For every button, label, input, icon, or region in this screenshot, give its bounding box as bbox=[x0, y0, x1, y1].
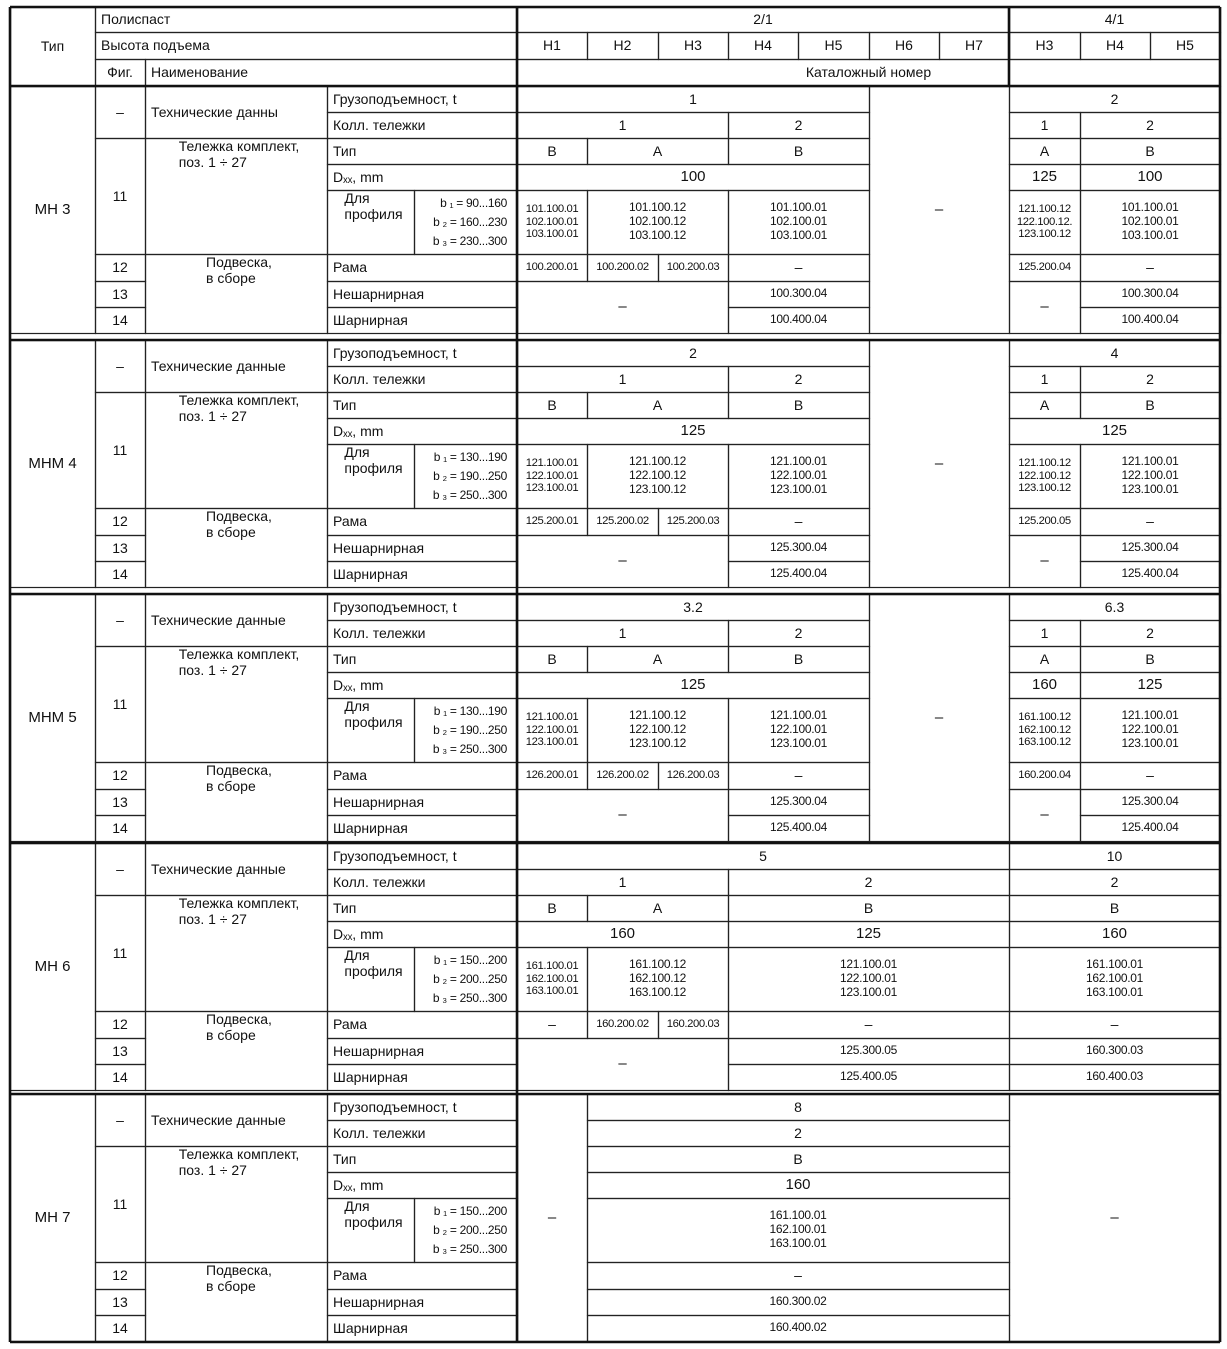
frame-catalog-number: 125.200.04 bbox=[1018, 261, 1071, 273]
figure-number: 13 bbox=[112, 1293, 128, 1310]
trolley-count-label: Колл. тележки bbox=[333, 1124, 426, 1141]
figure-number: 14 bbox=[112, 311, 128, 328]
profile-width-range: b ₂ = 200...250 bbox=[433, 1222, 507, 1237]
trolley-kind-value: A bbox=[1039, 142, 1050, 159]
trolley-set-label: Тележка комплект, поз. 1 ÷ 27 bbox=[178, 895, 300, 928]
hinged-catalog-number: 100.400.04 bbox=[1121, 312, 1179, 327]
trolley-kind-value: B bbox=[793, 142, 804, 159]
figure-number: – bbox=[116, 860, 124, 877]
empty-dash: – bbox=[618, 298, 627, 316]
diameter-value: 125 bbox=[1137, 676, 1163, 694]
trolley-set-label: Тележка комплект, поз. 1 ÷ 27 bbox=[178, 392, 300, 425]
trolley-kind-value: B bbox=[547, 650, 557, 667]
figure-number: 14 bbox=[112, 565, 128, 582]
row-type-label: MH 7 bbox=[34, 1208, 71, 1226]
non-hinged-catalog-number: 125.300.04 bbox=[769, 540, 828, 555]
lift-height-header: H5 bbox=[824, 37, 843, 54]
catalog-number-value: 121.100.01 122.100.01 123.100.01 bbox=[525, 456, 579, 495]
lift-height-header: H4 bbox=[754, 37, 772, 54]
profile-width-range: b ₃ = 230...300 bbox=[432, 233, 507, 248]
trolley-count-value: 2 bbox=[794, 624, 803, 641]
frame-catalog-number: 126.200.03 bbox=[666, 769, 720, 781]
diameter-value: 100 bbox=[680, 168, 706, 186]
hinged-label: Шарнирная bbox=[333, 565, 408, 582]
figure-number: 12 bbox=[112, 1267, 128, 1284]
frame-catalog-number: – bbox=[1146, 513, 1154, 530]
non-hinged-catalog-number: 125.300.05 bbox=[839, 1043, 898, 1058]
catalog-number-value: 101.100.12 102.100.12 103.100.12 bbox=[628, 200, 687, 242]
trolley-count-value: 1 bbox=[618, 116, 627, 133]
figure-number: 12 bbox=[112, 767, 128, 784]
hinged-catalog-number: 160.400.03 bbox=[1085, 1069, 1144, 1084]
trolley-kind-value: B bbox=[547, 396, 557, 413]
figure-number: 11 bbox=[112, 441, 128, 458]
diameter-label: Dₓₓ, mm bbox=[333, 422, 384, 439]
suspension-label: Подвеска, в сборе bbox=[206, 762, 272, 795]
profile-width-range: b ₁ = 130...190 bbox=[433, 449, 507, 464]
for-profile-label: Для профиля bbox=[344, 190, 403, 223]
diameter-value: 160 bbox=[1031, 676, 1058, 694]
non-hinged-catalog-number: 100.300.04 bbox=[1121, 286, 1179, 301]
hinged-label: Шарнирная bbox=[333, 1068, 408, 1085]
hinged-label: Шарнирная bbox=[333, 311, 408, 328]
trolley-kind-value: B bbox=[793, 396, 804, 413]
diameter-value: 160 bbox=[1101, 925, 1128, 943]
non-hinged-catalog-number: 100.300.04 bbox=[769, 286, 828, 301]
frame-catalog-number: 100.200.03 bbox=[666, 261, 720, 273]
trolley-count-label: Колл. тележки bbox=[333, 873, 426, 890]
trolley-set-label: Тележка комплект, поз. 1 ÷ 27 bbox=[178, 1146, 300, 1179]
suspension-label: Подвеска, в сборе bbox=[206, 1011, 272, 1044]
frame-catalog-number: 100.200.01 bbox=[525, 261, 579, 273]
frame-label: Рама bbox=[333, 1267, 368, 1284]
diameter-value: 125 bbox=[1101, 422, 1128, 440]
diameter-value: 160 bbox=[609, 925, 636, 943]
catalog-number-value: 121.100.01 122.100.01 123.100.01 bbox=[1121, 454, 1179, 496]
trolley-kind-value: A bbox=[652, 650, 663, 667]
profile-width-range: b ₃ = 250...300 bbox=[432, 990, 507, 1005]
suspension-label: Подвеска, в сборе bbox=[206, 1262, 272, 1295]
trolley-kind-value: B bbox=[1145, 142, 1155, 159]
capacity-label: Грузоподъемност, t bbox=[333, 90, 457, 107]
trolley-kind-value: A bbox=[652, 396, 663, 413]
lift-height-header: H7 bbox=[965, 37, 983, 54]
trolley-count-value: 1 bbox=[618, 370, 627, 387]
empty-dash: – bbox=[618, 552, 627, 570]
frame-catalog-number: 125.200.02 bbox=[596, 515, 649, 527]
figure-number: 13 bbox=[112, 793, 128, 810]
catalog-number-value: 161.100.01 162.100.01 163.100.01 bbox=[769, 1208, 827, 1250]
non-hinged-catalog-number: 160.300.03 bbox=[1085, 1043, 1144, 1058]
capacity-value: 4 bbox=[1110, 344, 1119, 361]
trolley-count-value: 1 bbox=[1040, 624, 1049, 641]
frame-label: Рама bbox=[333, 1016, 368, 1033]
trolley-count-value: 1 bbox=[618, 624, 627, 641]
profile-width-range: b ₁ = 90...160 bbox=[440, 195, 507, 210]
figure-number: 13 bbox=[112, 1042, 128, 1059]
figure-number: – bbox=[116, 103, 124, 120]
catalog-number-value: 121.100.12 122.100.12 123.100.12 bbox=[628, 454, 687, 496]
diameter-value: 125 bbox=[680, 422, 706, 440]
suspension-label: Подвеска, в сборе bbox=[206, 508, 272, 541]
frame-label: Рама bbox=[333, 767, 368, 784]
trolley-kind-value: A bbox=[652, 142, 663, 159]
figure-number: 12 bbox=[112, 1016, 128, 1033]
non-hinged-label: Нешарнирная bbox=[333, 1042, 425, 1059]
kind-label: Тип bbox=[333, 142, 357, 159]
profile-width-range: b ₂ = 160...230 bbox=[433, 214, 507, 229]
figure-number: 11 bbox=[112, 187, 128, 204]
row-type-label: MH 6 bbox=[34, 957, 71, 975]
suspension-label: Подвеска, в сборе bbox=[206, 254, 272, 287]
trolley-count-value: 2 bbox=[794, 370, 803, 387]
profile-width-range: b ₂ = 200...250 bbox=[433, 971, 507, 986]
for-profile-label: Для профиля bbox=[344, 947, 403, 980]
trolley-count-label: Колл. тележки bbox=[333, 370, 426, 387]
trolley-kind-value: B bbox=[793, 650, 804, 667]
lift-height-header: H2 bbox=[613, 37, 632, 54]
column-header-type: Тип bbox=[40, 38, 65, 55]
for-profile-label: Для профиля bbox=[344, 444, 403, 477]
catalog-number-value: 121.100.01 122.100.01 123.100.01 bbox=[769, 708, 828, 750]
lift-height-header: H1 bbox=[543, 37, 561, 54]
frame-catalog-number: 125.200.03 bbox=[666, 515, 720, 527]
trolley-kind-value: B bbox=[1145, 396, 1155, 413]
trolley-count-label: Колл. тележки bbox=[333, 624, 426, 641]
lift-height-header: H6 bbox=[895, 37, 913, 54]
figure-number: 13 bbox=[112, 539, 128, 556]
figure-number: – bbox=[116, 611, 124, 628]
frame-catalog-number: – bbox=[1146, 767, 1154, 784]
lift-height-header: H4 bbox=[1106, 37, 1124, 54]
catalog-number-value: 121.100.01 122.100.01 123.100.01 bbox=[839, 957, 898, 999]
trolley-kind-value: A bbox=[1039, 396, 1050, 413]
trolley-count-value: 2 bbox=[794, 1124, 802, 1141]
frame-catalog-number: – bbox=[548, 1016, 556, 1033]
profile-width-range: b ₁ = 130...190 bbox=[433, 703, 507, 718]
frame-catalog-number: 160.200.02 bbox=[596, 1018, 649, 1030]
figure-number: – bbox=[116, 1111, 124, 1128]
frame-catalog-number: 126.200.02 bbox=[596, 769, 649, 781]
frame-catalog-number: – bbox=[794, 513, 803, 530]
catalog-number-value: 121.100.01 122.100.01 123.100.01 bbox=[525, 710, 579, 749]
profile-width-range: b ₃ = 250...300 bbox=[432, 1241, 507, 1256]
capacity-value: 3.2 bbox=[683, 598, 703, 615]
catalog-number-header: Каталожный номер bbox=[805, 64, 932, 81]
technical-data-label: Технические данные bbox=[151, 860, 286, 877]
trolley-count-label: Колл. тележки bbox=[333, 116, 426, 133]
empty-dash: – bbox=[934, 708, 944, 726]
diameter-value: 100 bbox=[1137, 168, 1163, 186]
trolley-kind-value: B bbox=[1145, 650, 1155, 667]
technical-data-label: Технические данные bbox=[151, 357, 286, 374]
technical-data-label: Технические данные bbox=[151, 611, 286, 628]
trolley-kind-value: B bbox=[547, 142, 557, 159]
figure-number: 12 bbox=[112, 513, 128, 530]
pulley-ratio-2-1: 2/1 bbox=[753, 11, 773, 28]
catalog-number-value: 121.100.01 122.100.01 123.100.01 bbox=[769, 454, 828, 496]
catalog-number-value: 121.100.01 122.100.01 123.100.01 bbox=[1121, 708, 1179, 750]
lift-height-header: H3 bbox=[684, 37, 702, 54]
figure-number: 11 bbox=[112, 944, 128, 961]
frame-catalog-number: 125.200.05 bbox=[1018, 515, 1071, 527]
hinged-catalog-number: 125.400.04 bbox=[769, 820, 828, 835]
empty-dash: – bbox=[1040, 806, 1049, 824]
diameter-value: 160 bbox=[785, 1176, 811, 1194]
diameter-label: Dₓₓ, mm bbox=[333, 168, 384, 185]
non-hinged-label: Нешарнирная bbox=[333, 1293, 425, 1310]
non-hinged-catalog-number: 125.300.04 bbox=[1121, 540, 1179, 555]
catalog-number-value: 101.100.01 102.100.01 103.100.01 bbox=[1121, 200, 1179, 242]
catalog-number-value: 121.100.12 122.100.12 123.100.12 bbox=[628, 708, 687, 750]
column-header-name: Наименование bbox=[151, 64, 249, 81]
catalog-number-value: 161.100.12 162.100.12 163.100.12 bbox=[1018, 710, 1071, 749]
row-type-label: MHM 5 bbox=[28, 708, 77, 726]
capacity-value: 5 bbox=[759, 847, 767, 864]
empty-dash: – bbox=[1040, 298, 1049, 316]
non-hinged-catalog-number: 125.300.04 bbox=[1121, 794, 1179, 809]
frame-catalog-number: – bbox=[1110, 1016, 1119, 1033]
figure-number: 13 bbox=[112, 285, 128, 302]
diameter-value: 125 bbox=[680, 676, 706, 694]
frame-label: Рама bbox=[333, 259, 368, 276]
capacity-value: 6.3 bbox=[1104, 598, 1125, 615]
frame-catalog-number: – bbox=[794, 1267, 802, 1284]
empty-dash: – bbox=[618, 1055, 627, 1073]
catalog-number-value: 121.100.12 122.100.12. 123.100.12 bbox=[1016, 202, 1073, 241]
frame-catalog-number: 100.200.02 bbox=[596, 261, 649, 273]
figure-number: 14 bbox=[112, 819, 128, 836]
lift-height-header: H3 bbox=[1035, 37, 1054, 54]
frame-catalog-number: – bbox=[1146, 259, 1154, 276]
trolley-count-value: 2 bbox=[794, 116, 803, 133]
non-hinged-label: Нешарнирная bbox=[333, 793, 425, 810]
empty-dash: – bbox=[1040, 552, 1049, 570]
trolley-kind-value: A bbox=[1039, 650, 1050, 667]
figure-number: 14 bbox=[112, 1319, 128, 1336]
empty-dash: – bbox=[1110, 1208, 1119, 1226]
trolley-kind-value: B bbox=[863, 899, 874, 916]
trolley-kind-value: B bbox=[547, 899, 557, 916]
non-hinged-label: Нешарнирная bbox=[333, 539, 425, 556]
figure-number: 12 bbox=[112, 259, 128, 276]
empty-dash: – bbox=[934, 454, 944, 472]
profile-width-range: b ₃ = 250...300 bbox=[432, 741, 507, 756]
trolley-set-label: Тележка комплект, поз. 1 ÷ 27 bbox=[178, 646, 300, 679]
frame-catalog-number: 160.200.03 bbox=[666, 1018, 720, 1030]
figure-number: 11 bbox=[112, 695, 128, 712]
non-hinged-catalog-number: 160.300.02 bbox=[769, 1294, 827, 1309]
capacity-value: 1 bbox=[689, 90, 697, 107]
profile-width-range: b ₃ = 250...300 bbox=[432, 487, 507, 502]
diameter-value: 125 bbox=[1031, 168, 1058, 186]
figure-number: 14 bbox=[112, 1068, 128, 1085]
capacity-value: 10 bbox=[1106, 847, 1123, 864]
for-profile-label: Для профиля bbox=[344, 1198, 403, 1231]
diameter-label: Dₓₓ, mm bbox=[333, 1176, 384, 1193]
frame-catalog-number: – bbox=[794, 259, 803, 276]
trolley-set-label: Тележка комплект, поз. 1 ÷ 27 bbox=[178, 138, 300, 171]
diameter-label: Dₓₓ, mm bbox=[333, 676, 384, 693]
trolley-kind-value: A bbox=[652, 899, 663, 916]
trolley-count-value: 1 bbox=[618, 873, 627, 890]
capacity-label: Грузоподъемност, t bbox=[333, 598, 457, 615]
frame-catalog-number: 160.200.04 bbox=[1018, 769, 1071, 781]
trolley-count-value: 2 bbox=[1146, 624, 1154, 641]
pulley-ratio-4-1: 4/1 bbox=[1104, 11, 1125, 28]
diameter-value: 125 bbox=[855, 925, 882, 943]
technical-data-label: Технические данны bbox=[151, 103, 278, 120]
kind-label: Тип bbox=[333, 396, 357, 413]
empty-dash: – bbox=[934, 200, 944, 218]
empty-dash: – bbox=[547, 1208, 557, 1226]
frame-catalog-number: – bbox=[794, 767, 803, 784]
frame-catalog-number: – bbox=[864, 1016, 873, 1033]
hinged-label: Шарнирная bbox=[333, 819, 408, 836]
hinged-catalog-number: 125.400.04 bbox=[1121, 566, 1179, 581]
capacity-label: Грузоподъемност, t bbox=[333, 344, 457, 361]
frame-catalog-number: 125.200.01 bbox=[525, 515, 579, 527]
capacity-label: Грузоподъемност, t bbox=[333, 847, 457, 864]
column-header-figure: Фиг. bbox=[107, 64, 133, 81]
empty-dash: – bbox=[618, 806, 627, 824]
frame-catalog-number: 126.200.01 bbox=[525, 769, 579, 781]
column-header-pulley: Полиспаст bbox=[101, 11, 171, 28]
hinged-catalog-number: 160.400.02 bbox=[769, 1320, 827, 1335]
kind-label: Тип bbox=[333, 899, 357, 916]
hinged-catalog-number: 125.400.04 bbox=[1121, 820, 1179, 835]
trolley-count-value: 1 bbox=[1040, 370, 1049, 387]
hinged-label: Шарнирная bbox=[333, 1319, 408, 1336]
catalog-number-value: 101.100.01 102.100.01 103.100.01 bbox=[769, 200, 828, 242]
catalog-number-value: 161.100.01 162.100.01 163.100.01 bbox=[1085, 957, 1144, 999]
catalog-number-value: 161.100.01 162.100.01 163.100.01 bbox=[525, 959, 579, 998]
capacity-value: 2 bbox=[689, 344, 697, 361]
hinged-catalog-number: 125.400.04 bbox=[769, 566, 828, 581]
hinged-catalog-number: 125.400.05 bbox=[839, 1069, 898, 1084]
capacity-value: 8 bbox=[794, 1098, 802, 1115]
non-hinged-catalog-number: 125.300.04 bbox=[769, 794, 828, 809]
catalog-number-value: 101.100.01 102.100.01 103.100.01 bbox=[525, 202, 579, 241]
capacity-value: 2 bbox=[1110, 90, 1119, 107]
catalog-number-value: 121.100.12 122.100.12 123.100.12 bbox=[1018, 456, 1071, 495]
for-profile-label: Для профиля bbox=[344, 698, 403, 731]
profile-width-range: b ₁ = 150...200 bbox=[433, 1203, 507, 1218]
profile-width-range: b ₂ = 190...250 bbox=[433, 468, 507, 483]
hinged-catalog-number: 100.400.04 bbox=[769, 312, 828, 327]
kind-label: Тип bbox=[333, 650, 357, 667]
row-type-label: MHM 4 bbox=[28, 454, 77, 472]
figure-number: – bbox=[116, 357, 124, 374]
row-type-label: MH 3 bbox=[34, 200, 71, 218]
figure-number: 11 bbox=[112, 1195, 128, 1212]
kind-label: Тип bbox=[333, 1150, 357, 1167]
catalog-number-value: 161.100.12 162.100.12 163.100.12 bbox=[628, 957, 687, 999]
profile-width-range: b ₂ = 190...250 bbox=[433, 722, 507, 737]
technical-data-label: Технические данные bbox=[151, 1111, 286, 1128]
lift-height-header: H5 bbox=[1176, 37, 1194, 54]
diameter-label: Dₓₓ, mm bbox=[333, 925, 384, 942]
trolley-count-value: 1 bbox=[1040, 116, 1049, 133]
trolley-count-value: 2 bbox=[1146, 370, 1154, 387]
profile-width-range: b ₁ = 150...200 bbox=[433, 952, 507, 967]
trolley-count-value: 2 bbox=[1110, 873, 1119, 890]
frame-label: Рама bbox=[333, 513, 368, 530]
trolley-count-value: 2 bbox=[864, 873, 873, 890]
trolley-count-value: 2 bbox=[1146, 116, 1154, 133]
non-hinged-label: Нешарнирная bbox=[333, 285, 425, 302]
column-header-lift-height: Высота подъема bbox=[101, 37, 210, 54]
trolley-kind-value: B bbox=[793, 1150, 803, 1167]
capacity-label: Грузоподъемност, t bbox=[333, 1098, 457, 1115]
trolley-kind-value: B bbox=[1109, 899, 1120, 916]
